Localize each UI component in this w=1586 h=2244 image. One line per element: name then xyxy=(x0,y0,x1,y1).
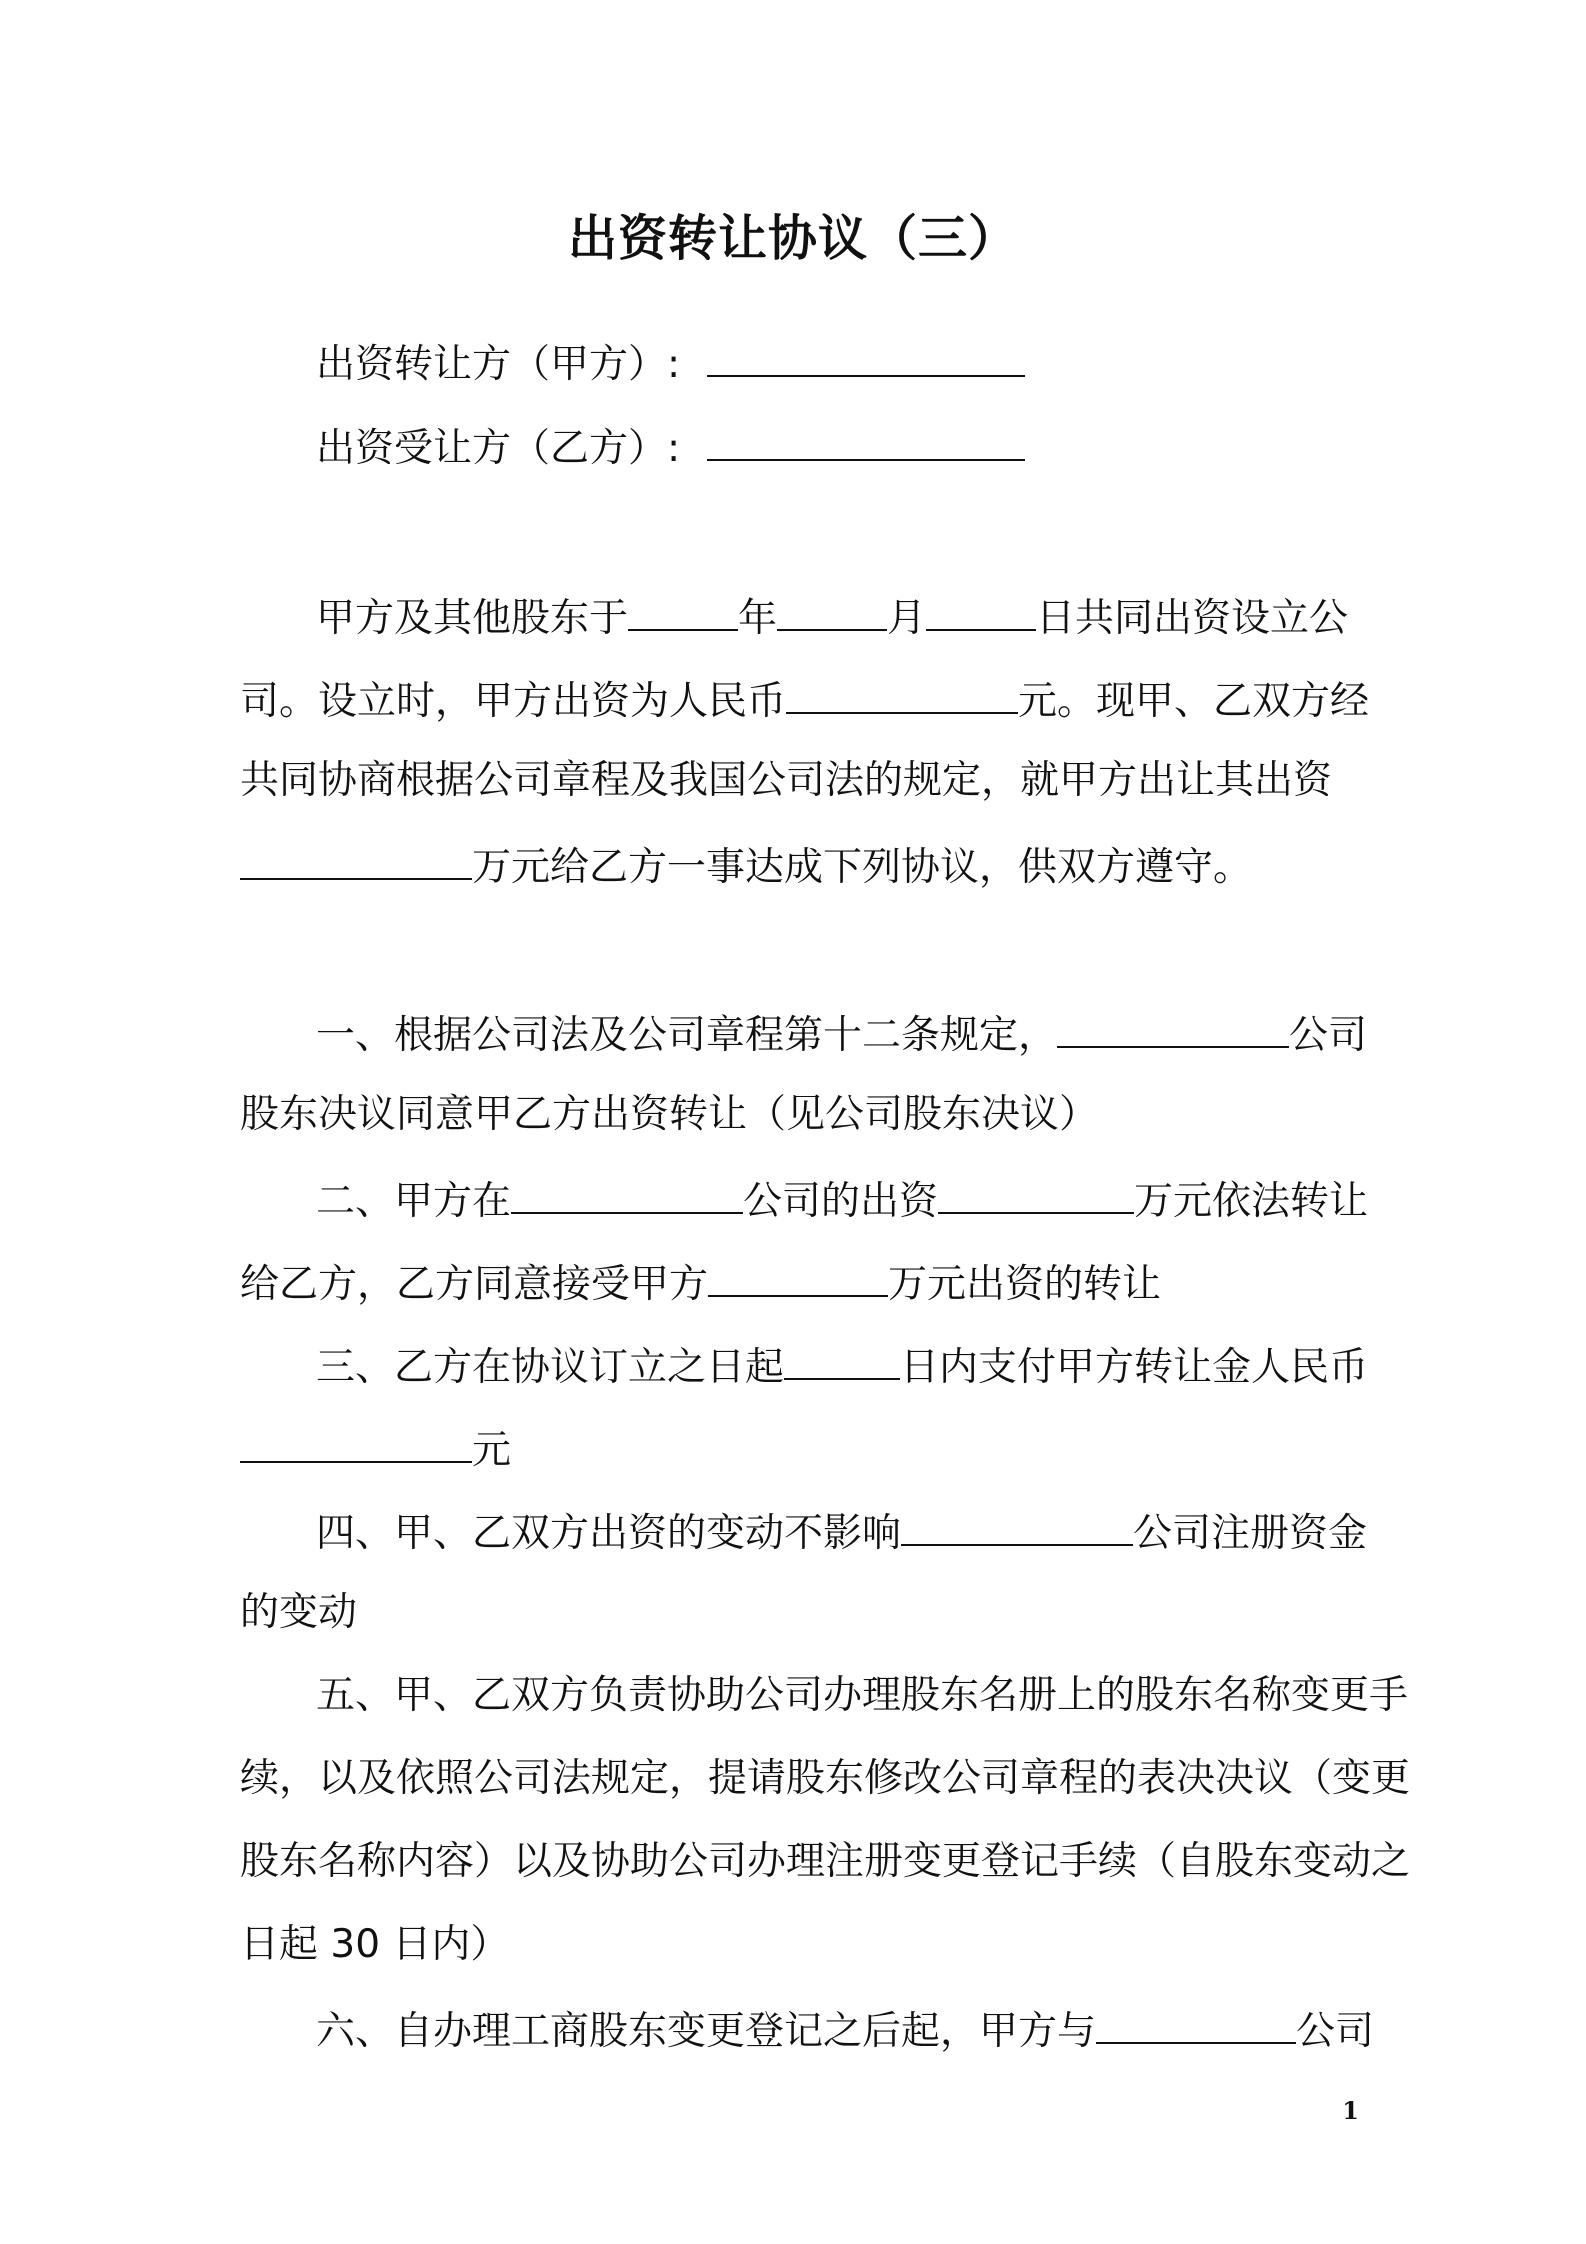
article-2-line-1 xyxy=(240,1172,1436,1228)
article-text: 股东决议同意甲乙方出资转让（见公司股东决议） xyxy=(240,1092,1099,1137)
accepted-amount-blank[interactable] xyxy=(708,1255,888,1297)
article-6-line-1 xyxy=(240,2002,1436,2058)
article-text: 四、甲、乙双方出资的变动不影响 xyxy=(316,1511,902,1556)
party-b-label: 出资受让方（乙方）: xyxy=(316,426,681,471)
party-a-blank[interactable] xyxy=(707,335,1025,377)
article-text: 的变动 xyxy=(240,1590,358,1635)
article-text: 一、根据公司法及公司章程第十二条规定， xyxy=(316,1013,1058,1058)
intro-text: 元。现甲、乙双方经 xyxy=(1018,679,1370,724)
article-text: 续，以及依照公司法规定，提请股东修改公司章程的表决决议（变更 xyxy=(240,1756,1411,1801)
intro-text: 司。设立时，甲方出资为人民币 xyxy=(240,679,787,724)
year-label: 年 xyxy=(738,596,778,641)
article-text: 万元依法转让 xyxy=(1134,1179,1369,1224)
intro-line-4 xyxy=(240,838,1360,894)
intro-text: 日共同出资设立公 xyxy=(1036,596,1349,641)
days-blank[interactable] xyxy=(784,1338,900,1380)
page-number: 1 xyxy=(1342,2096,1359,2125)
intro-text: 万元给乙方一事达成下列协议，供双方遵守。 xyxy=(472,845,1253,890)
article-1-line-2 xyxy=(240,1089,1360,1141)
article-4-line-1 xyxy=(240,1504,1436,1560)
registered-company-blank[interactable] xyxy=(901,1504,1133,1546)
article-text: 日起 30 日内） xyxy=(240,1922,510,1967)
article-3-line-1 xyxy=(240,1338,1436,1394)
capital-amount-blank[interactable] xyxy=(786,672,1018,714)
article-5-line-1 xyxy=(240,1670,1436,1722)
investment-amount-blank[interactable] xyxy=(938,1172,1134,1214)
payment-amount-blank[interactable] xyxy=(240,1421,472,1463)
article-text: 公司的出资 xyxy=(743,1179,939,1224)
month-blank[interactable] xyxy=(777,589,887,631)
article-5-line-4 xyxy=(240,1919,1360,1971)
party-b-blank[interactable] xyxy=(707,419,1025,461)
article-text: 公司 xyxy=(1296,2009,1375,2054)
article-1-line-1 xyxy=(240,1006,1436,1062)
day-blank[interactable] xyxy=(926,589,1036,631)
company-blank[interactable] xyxy=(511,1172,743,1214)
article-text: 元 xyxy=(472,1428,512,1473)
article-3-line-2 xyxy=(240,1421,1360,1477)
intro-line-2 xyxy=(240,672,1370,728)
partner-company-blank[interactable] xyxy=(1096,2002,1296,2044)
year-blank[interactable] xyxy=(628,589,738,631)
article-text: 日内支付甲方转让金人民币 xyxy=(900,1345,1369,1390)
transfer-amount-blank[interactable] xyxy=(240,838,472,880)
article-text: 公司注册资金 xyxy=(1133,1511,1368,1556)
article-5-line-3 xyxy=(240,1836,1411,1888)
article-4-line-2 xyxy=(240,1587,1360,1639)
article-text: 五、甲、乙双方负责协助公司办理股东名册上的股东名称变更手 xyxy=(316,1673,1409,1718)
month-label: 月 xyxy=(887,596,927,641)
intro-text: 共同协商根据公司章程及我国公司法的规定，就甲方出让其出资 xyxy=(240,758,1333,803)
article-text: 二、甲方在 xyxy=(316,1179,512,1224)
article-2-line-2 xyxy=(240,1255,1360,1311)
article-text: 万元出资的转让 xyxy=(888,1262,1162,1307)
article-5-line-2 xyxy=(240,1753,1411,1805)
party-b-line xyxy=(240,419,1436,475)
article-text: 股东名称内容）以及协助公司办理注册变更登记手续（自股东变动之 xyxy=(240,1839,1411,1884)
party-a-label: 出资转让方（甲方）: xyxy=(316,342,681,387)
party-a-line xyxy=(240,335,1436,391)
intro-line-3 xyxy=(240,755,1360,807)
article-text: 六、自办理工商股东变更登记之后起，甲方与 xyxy=(316,2009,1097,2054)
intro-line-1 xyxy=(240,589,1436,645)
article-text: 公司 xyxy=(1289,1013,1368,1058)
intro-text: 甲方及其他股东于 xyxy=(316,596,629,641)
company-name-blank[interactable] xyxy=(1057,1006,1289,1048)
article-text: 三、乙方在协议订立之日起 xyxy=(316,1345,785,1390)
article-text: 给乙方，乙方同意接受甲方 xyxy=(240,1262,709,1307)
document-title: 出资转让协议（三） xyxy=(567,210,1018,267)
